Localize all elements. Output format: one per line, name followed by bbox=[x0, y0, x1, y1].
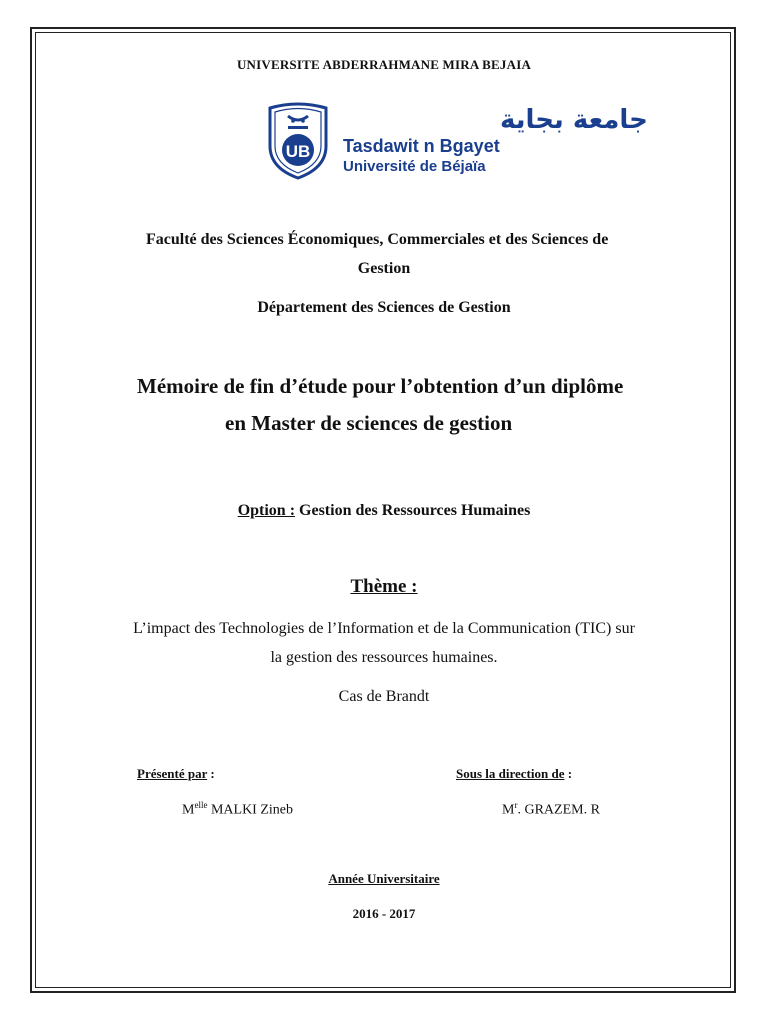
theme-title-line-1: L’impact des Technologies de l’Information et de la Communication (TIC) sur bbox=[133, 620, 635, 637]
faculty-line-2: Gestion bbox=[357, 260, 411, 277]
theme-heading: Thème : bbox=[350, 576, 418, 597]
option-line bbox=[0, 502, 768, 520]
supervisor-label: Sous la direction de : bbox=[456, 766, 573, 781]
logo-berber-name: Tasdawit n Bgayet bbox=[343, 136, 500, 156]
svg-text:جامعة بجاية: جامعة بجاية bbox=[500, 105, 648, 135]
memoire-title-line-1: Mémoire de fin d’étude pour l’obtention d’un diplôme bbox=[137, 374, 624, 398]
supervisor-name: $M^r$. GRAZEM. R bbox=[502, 800, 600, 818]
faculty-line-1: Faculté des Sciences Économiques, Commerciales et des Sciences de bbox=[146, 231, 609, 248]
department: Département des Sciences de Gestion bbox=[257, 299, 511, 316]
university-name: UNIVERSITE ABDERRAHMANE MIRA BEJAIA bbox=[236, 57, 532, 72]
student-name: $M^{elle}$ MALKI Zineb bbox=[182, 800, 293, 818]
theme-title-line-2: la gestion des ressources humaines. bbox=[270, 649, 498, 666]
memoire-title-line-2: en Master de sciences de gestion bbox=[225, 411, 513, 435]
option-label: Option : bbox=[237, 502, 296, 519]
academic-year-value: 2016 - 2017 bbox=[352, 906, 416, 921]
presented-by-label: Présenté par : bbox=[137, 766, 215, 781]
option-value: Gestion des Ressources Humaines bbox=[295, 502, 531, 519]
logo-french-name: Université de Béjaïa bbox=[343, 158, 486, 175]
svg-text:UB: UB bbox=[285, 142, 311, 161]
academic-year-label: Année Universitaire bbox=[328, 871, 440, 886]
logo-arabic-name bbox=[343, 102, 648, 136]
case-study: Cas de Brandt bbox=[338, 688, 430, 705]
